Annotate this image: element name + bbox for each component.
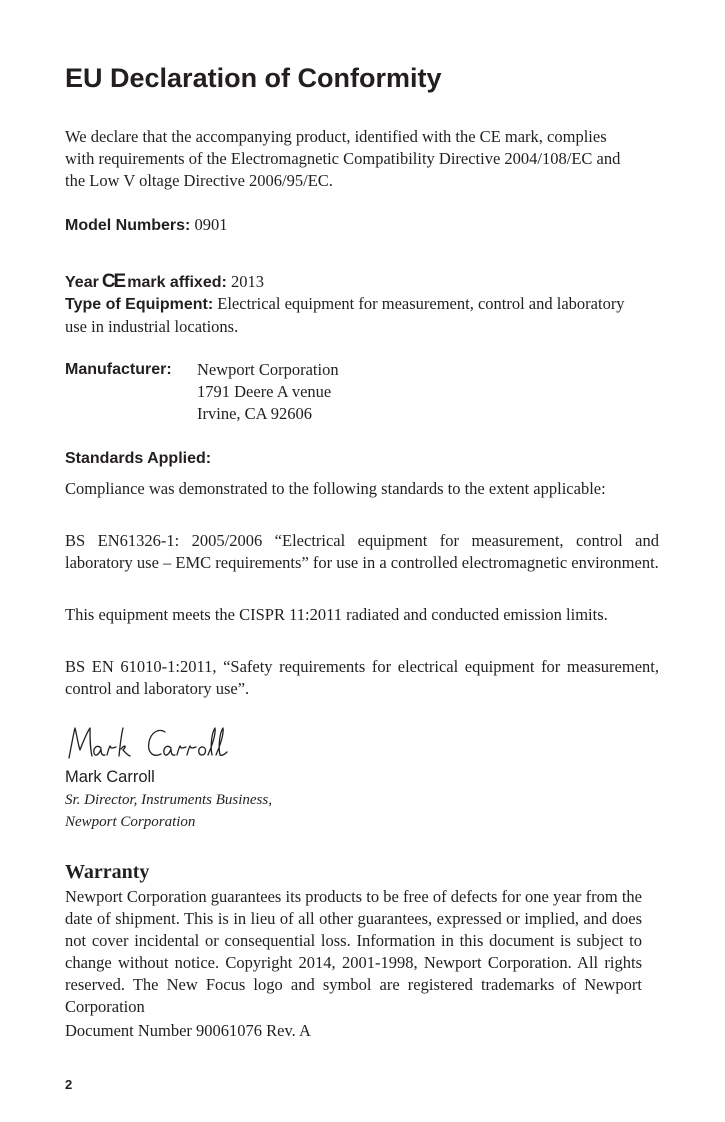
standards-heading: [65, 447, 659, 470]
manufacturer-line: Newport Corporation: [197, 360, 339, 379]
warranty-text: Newport Corporation guarantees its products to be free of defects for one year from the date of shipment. This is in lieu of all other guarantees, expressed or implied, and does not cover incidental or consequential loss. Information in this document is subject to change without notice. Copyright 2014, 2001-1998, Newport Corporation. All rights reserved. The New Focus logo and symbol are registered trademarks of Newport Corporation: [65, 887, 642, 1016]
type-of-equipment-label: Type of Equipment:: [65, 296, 214, 313]
manufacturer-label: Manufacturer:: [65, 361, 172, 378]
type-of-equipment: [65, 293, 625, 338]
manufacturer-line: Irvine, CA 92606: [197, 404, 313, 423]
ce-mark-icon: CE: [101, 271, 125, 292]
model-numbers: [65, 214, 659, 237]
manufacturer-address: [197, 359, 339, 425]
signatory-title-line: Sr. Director, Instruments Business,: [65, 792, 272, 808]
page-number: 2: [65, 1077, 73, 1092]
model-numbers-label: Model Numbers:: [65, 217, 191, 234]
manufacturer-line: 1791 Deere A venue: [197, 382, 332, 401]
year-label-prefix: Year: [65, 274, 99, 291]
year-label-suffix: mark affixed:: [127, 274, 227, 291]
standards-paragraph: BS EN61326-1: 2005/2006 “Electrical equipment for measurement, control and laboratory use – EMC requirements” for use in a controlled electromagnetic environment.: [65, 531, 659, 572]
handwritten-signature: [65, 722, 235, 764]
year-ce-affixed: [65, 271, 659, 294]
standards-paragraph: This equipment meets the CISPR 11:2011 radiated and conducted emission limits.: [65, 605, 608, 624]
standards-paragraph: BS EN 61010-1:2011, “Safety requirements for electrical equipment for measurement, control and laboratory use”.: [65, 657, 659, 698]
standards-paragraph: Compliance was demonstrated to the following standards to the extent applicable:: [65, 479, 606, 498]
declaration-intro: We declare that the accompanying product, identified with the CE mark, complies with requirements of the Electromagnetic Compatibility Directive 2004/108/EC and the Low V oltage Directive 2006/95/EC.: [65, 127, 621, 190]
standards-heading-label: Standards Applied:: [65, 450, 212, 467]
signatory-title-line: Newport Corporation: [65, 813, 196, 830]
page-title: EU Declaration of Conformity: [65, 63, 442, 93]
signatory-name: Mark Carroll: [65, 768, 155, 786]
document-number: Document Number 90061076 Rev. A: [65, 1021, 311, 1040]
manufacturer: [65, 359, 659, 425]
warranty-heading: Warranty: [65, 861, 150, 883]
year-value: 2013: [230, 272, 264, 291]
signatory-title: [65, 790, 659, 833]
model-numbers-value: 0901: [194, 215, 228, 234]
type-of-equipment-value: Electrical equipment for measurement, control and laboratory use in industrial locations.: [65, 294, 625, 336]
